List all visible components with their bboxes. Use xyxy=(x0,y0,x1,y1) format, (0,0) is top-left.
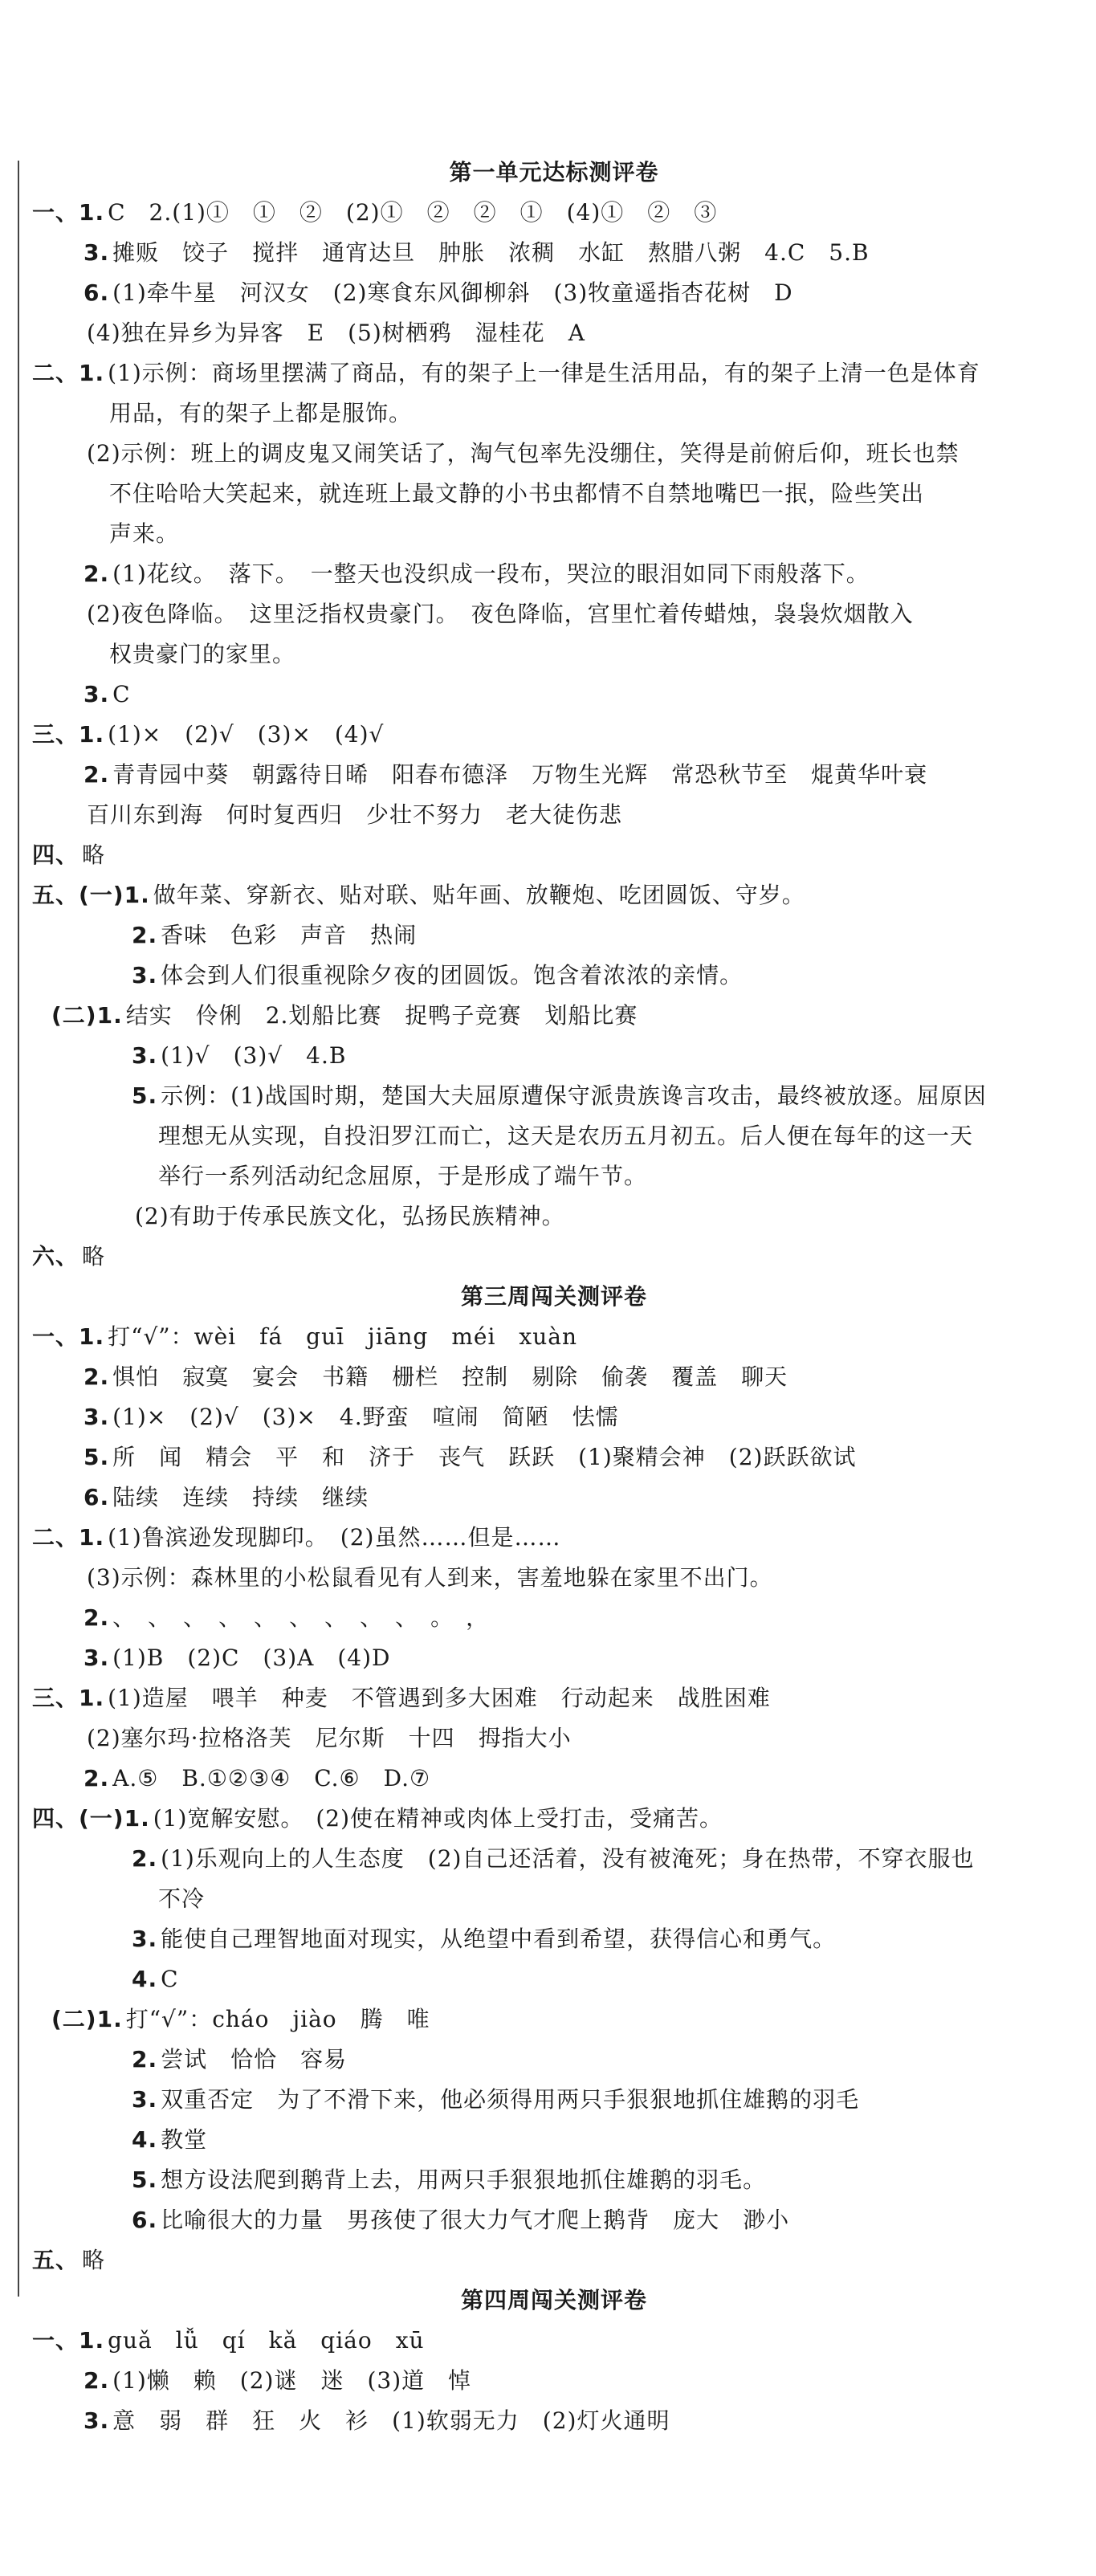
answer-text: 惧怕 寂寞 宴会 书籍 栅栏 控制 剔除 偷袭 覆盖 聊天 xyxy=(112,1363,788,1390)
answer-line xyxy=(32,1237,1076,1277)
answer-line xyxy=(32,594,1076,634)
answer-text: 结实 伶俐 2.划船比赛 捉鸭子竞赛 划船比赛 xyxy=(125,1002,638,1029)
section-title: 第一单元达标测评卷 xyxy=(449,159,659,185)
answer-line xyxy=(32,1518,1076,1558)
answer-line xyxy=(32,514,1076,554)
question-marker: 4. xyxy=(132,1966,158,1992)
question-marker: 3. xyxy=(84,1645,110,1671)
answer-line xyxy=(32,2120,1076,2160)
answer-line xyxy=(32,474,1076,514)
answer-line xyxy=(32,1116,1076,1156)
answer-line xyxy=(32,875,1076,915)
answer-text: 双重否定 为了不滑下来，他必须得用两只手狠狠地抓住雄鹅的羽毛 xyxy=(161,2086,860,2113)
question-marker: 3. xyxy=(132,962,158,988)
answer-text: 做年菜、穿新衣、贴对联、贴年画、放鞭炮、吃团圆饭、守岁。 xyxy=(153,882,805,908)
section-title: 第四周闯关测评卷 xyxy=(460,2287,647,2313)
answer-text: 比喻很大的力量 男孩使了很大力气才爬上鹅背 庞大 渺小 xyxy=(161,2207,790,2233)
question-marker: 2. xyxy=(84,560,110,587)
answer-line xyxy=(32,233,1076,273)
answer-text: 能使自己理智地面对现实，从绝望中看到希望，获得信心和勇气。 xyxy=(161,1926,837,1952)
answer-text: (2)夜色降临。 这里泛指权贵豪门。 夜色降临，宫里忙着传蜡烛，袅袅炊烟散入 xyxy=(87,601,914,627)
question-marker: 4. xyxy=(132,2126,158,2153)
answer-line xyxy=(32,1919,1076,1959)
answer-line xyxy=(32,996,1076,1036)
answer-text: (1)× (2)√ (3)× 4.野蛮 喧闹 简陋 怯懦 xyxy=(112,1404,619,1430)
answer-line xyxy=(32,313,1076,353)
answer-line xyxy=(32,1718,1076,1759)
question-marker: 6. xyxy=(132,2207,158,2233)
section-title: 第三周闯关测评卷 xyxy=(460,1283,647,1310)
answer-text: 所 闻 精会 平 和 济于 丧气 跃跃 (1)聚精会神 (2)跃跃欲试 xyxy=(112,1444,857,1470)
question-marker: 5. xyxy=(84,1444,110,1470)
answer-text: (3)示例：森林里的小松鼠看见有人到来，害羞地躲在家里不出门。 xyxy=(87,1564,773,1591)
answer-text: 想方设法爬到鹅背上去，用两只手狠狠地抓住雄鹅的羽毛。 xyxy=(161,2166,767,2193)
answer-text: (2)示例：班上的调皮鬼又闹笑话了，淘气包率先没绷住，笑得是前俯后仰，班长也禁 xyxy=(87,440,960,467)
answer-text: C xyxy=(161,1966,179,1992)
question-marker: 一、1. xyxy=(32,2327,105,2354)
answer-text: 百川东到海 何时复西归 少壮不努力 老大徒伤悲 xyxy=(87,801,623,828)
answer-text: (1)乐观向上的人生态度 (2)自己还活着，没有被淹死；身在热带，不穿衣服也 xyxy=(161,1845,975,1872)
answer-line xyxy=(32,1076,1076,1116)
answer-line xyxy=(32,1879,1076,1919)
question-marker: 3. xyxy=(132,1926,158,1952)
answer-line xyxy=(32,956,1076,996)
answer-text: 用品，有的架子上都是服饰。 xyxy=(109,400,413,426)
answer-text: 、 、 、 、 、 、 、 、 、 。 ， xyxy=(112,1604,490,1631)
answer-line xyxy=(32,2361,1076,2401)
answer-text: 香味 色彩 声音 热闹 xyxy=(161,922,418,948)
answer-line xyxy=(32,1598,1076,1638)
question-marker: 5. xyxy=(132,1082,158,1109)
answer-text: 打“√”：wèi fá guī jiāng méi xuàn xyxy=(108,1323,577,1350)
answer-line xyxy=(32,434,1076,474)
question-marker: 二、1. xyxy=(32,360,105,386)
answer-key-page xyxy=(32,153,1076,2441)
answer-line xyxy=(32,2200,1076,2240)
answer-text: 略 xyxy=(82,842,106,868)
question-marker: 3. xyxy=(132,1042,158,1069)
question-marker: 2. xyxy=(84,1765,110,1791)
answer-text: 示例：(1)战国时期，楚国大夫屈原遭保守派贵族谗言攻击，最终被放逐。屈原因 xyxy=(161,1082,987,1109)
answer-text: (1)鲁滨逊发现脚印。 (2)虽然……但是…… xyxy=(108,1524,561,1551)
answer-text: C 2.(1)① ① ② (2)① ② ② ① (4)① ② ③ xyxy=(108,199,718,226)
question-marker: 2. xyxy=(132,1845,158,1872)
answer-line xyxy=(32,1959,1076,1999)
answer-line xyxy=(32,1799,1076,1839)
answer-text: 体会到人们很重视除夕夜的团圆饭。饱含着浓浓的亲情。 xyxy=(161,962,744,988)
answer-line xyxy=(32,273,1076,313)
answer-line xyxy=(32,193,1076,233)
question-marker: 3. xyxy=(84,681,110,707)
answer-line xyxy=(32,1437,1076,1478)
question-marker: 二、1. xyxy=(32,1524,105,1551)
answer-text: 意 弱 群 狂 火 衫 (1)软弱无力 (2)灯火通明 xyxy=(112,2407,670,2434)
answer-text: (1)造屋 喂羊 种麦 不管遇到多大困难 行动起来 战胜困难 xyxy=(108,1685,771,1711)
question-marker: 2. xyxy=(84,1604,110,1631)
answer-line xyxy=(32,634,1076,675)
answer-line xyxy=(32,1397,1076,1437)
answer-text: 略 xyxy=(82,1243,106,1270)
answer-line xyxy=(32,1036,1076,1076)
question-marker: 3. xyxy=(132,2086,158,2113)
question-marker: (二)1. xyxy=(51,1002,123,1029)
answer-line xyxy=(32,393,1076,434)
question-marker: 2. xyxy=(84,1363,110,1390)
answer-text: (1)牵牛星 河汉女 (2)寒食东风御柳斜 (3)牧童遥指杏花树 D xyxy=(112,279,793,306)
question-marker: (二)1. xyxy=(51,2006,123,2032)
question-marker: 四、(一)1. xyxy=(32,1805,150,1832)
answer-text: 理想无从实现，自投汨罗江而亡，这天是农历五月初五。后人便在每年的这一天 xyxy=(135,1123,974,1149)
answer-line xyxy=(32,2040,1076,2080)
answer-line xyxy=(32,1357,1076,1397)
answer-line xyxy=(32,1839,1076,1879)
answer-line xyxy=(32,1478,1076,1518)
answer-text: (1)√ (3)√ 4.B xyxy=(161,1042,347,1069)
answer-text: 青青园中葵 朝露待日晞 阳春布德泽 万物生光辉 常恐秋节至 焜黄华叶衰 xyxy=(112,761,928,788)
question-marker: 3. xyxy=(84,239,110,266)
answer-text: 声来。 xyxy=(109,520,180,547)
answer-line xyxy=(32,795,1076,835)
answer-text: 权贵豪门的家里。 xyxy=(109,641,296,667)
answer-text: (1)B (2)C (3)A (4)D xyxy=(112,1645,391,1671)
question-marker: 三、1. xyxy=(32,1685,105,1711)
answer-line xyxy=(32,1317,1076,1357)
answer-text: 打“√”：cháo jiào 腾 唯 xyxy=(125,2006,430,2032)
answer-text: (1)× (2)√ (3)× (4)√ xyxy=(108,721,385,748)
answer-text: 尝试 恰恰 容易 xyxy=(161,2046,348,2073)
answer-line xyxy=(32,1196,1076,1237)
answer-text: (2)有助于传承民族文化，弘扬民族精神。 xyxy=(135,1203,565,1229)
answer-text: (1)示例：商场里摆满了商品，有的架子上一律是生活用品，有的架子上清一色是体育 xyxy=(108,360,980,386)
question-marker: 5. xyxy=(132,2166,158,2193)
answer-line xyxy=(32,915,1076,956)
answer-text: 不住哈哈大笑起来，就连班上最文静的小书虫都情不自禁地嘴巴一抿，险些笑出 xyxy=(109,480,925,507)
question-marker: 四、 xyxy=(32,842,79,868)
answer-text: 陆续 连续 持续 继续 xyxy=(112,1484,369,1510)
answer-line xyxy=(32,1678,1076,1718)
answer-text: (2)塞尔玛·拉格洛芙 尼尔斯 十四 拇指大小 xyxy=(87,1725,572,1751)
question-marker: 2. xyxy=(132,922,158,948)
answer-line xyxy=(32,835,1076,875)
answer-line xyxy=(32,1638,1076,1678)
answer-text: 举行一系列活动纪念屈原，于是形成了端午节。 xyxy=(135,1163,648,1189)
question-marker: 一、1. xyxy=(32,1323,105,1350)
answer-line xyxy=(32,1156,1076,1196)
answer-text: (4)独在异乡为异客 E (5)树栖鸦 湿桂花 A xyxy=(87,320,585,346)
answer-line xyxy=(32,2401,1076,2441)
question-marker: 五、(一)1. xyxy=(32,882,150,908)
question-marker: 三、1. xyxy=(32,721,105,748)
answer-text: (1)宽解安慰。 (2)使在精神或肉体上受打击，受痛苦。 xyxy=(153,1805,723,1832)
answer-line xyxy=(32,1999,1076,2040)
answer-line xyxy=(32,1759,1076,1799)
question-marker: 3. xyxy=(84,1404,110,1430)
answer-line xyxy=(32,2240,1076,2280)
answer-line xyxy=(32,755,1076,795)
left-margin-rule xyxy=(18,161,19,2297)
answer-line xyxy=(32,2080,1076,2120)
question-marker: 一、1. xyxy=(32,199,105,226)
question-marker: 2. xyxy=(84,761,110,788)
answer-line xyxy=(32,554,1076,594)
answer-text: 不冷 xyxy=(135,1885,206,1912)
answer-text: (1)懒 赖 (2)谜 迷 (3)道 悼 xyxy=(112,2367,472,2394)
answer-line xyxy=(32,1558,1076,1598)
answer-text: 摊贩 饺子 搅拌 通宵达旦 肿胀 浓稠 水缸 熬腊八粥 4.C 5.B xyxy=(112,239,870,266)
answer-line xyxy=(32,675,1076,715)
answer-text: C xyxy=(112,681,131,707)
answer-text: A.⑤ B.①②③④ C.⑥ D.⑦ xyxy=(112,1765,431,1791)
answer-text: (1)花纹。 落下。 一整天也没织成一段布，哭泣的眼泪如同下雨般落下。 xyxy=(112,560,870,587)
question-marker: 6. xyxy=(84,279,110,306)
answer-line xyxy=(32,353,1076,393)
answer-text: 教堂 xyxy=(161,2126,208,2153)
answer-text: guǎ lǚ qí kǎ qiáo xū xyxy=(108,2327,425,2354)
question-marker: 2. xyxy=(132,2046,158,2073)
answer-text: 略 xyxy=(82,2247,106,2273)
question-marker: 6. xyxy=(84,1484,110,1510)
question-marker: 五、 xyxy=(32,2247,79,2273)
answer-line xyxy=(32,715,1076,755)
question-marker: 2. xyxy=(84,2367,110,2394)
question-marker: 六、 xyxy=(32,1243,79,1270)
answer-line xyxy=(32,2160,1076,2200)
answer-line xyxy=(32,2321,1076,2361)
question-marker: 3. xyxy=(84,2407,110,2434)
